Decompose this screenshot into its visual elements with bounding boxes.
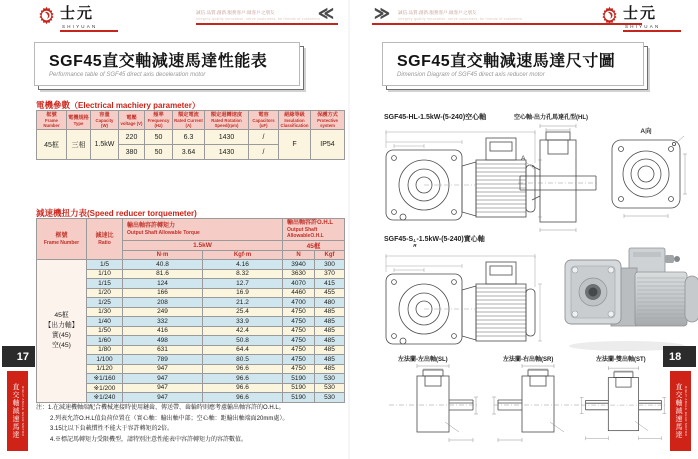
ratio-cell: 1/5 <box>87 260 123 270</box>
nm-cell: 789 <box>123 355 203 365</box>
table-cell: / <box>249 130 279 145</box>
a-view-label: A向 <box>640 128 652 135</box>
series-tab-left <box>7 371 28 451</box>
page-title-right: SGF45直交軸減速馬達尺寸圖 <box>397 53 616 70</box>
ratio-cell: 1/80 <box>87 345 123 355</box>
unit-header: N·m <box>123 251 203 260</box>
caption-sl: 左法蘭-左出軸(SL) <box>398 357 448 363</box>
kgfm-cell: 21.2 <box>203 298 283 308</box>
kgfm-cell: 4.16 <box>203 260 283 270</box>
electrical-heading: 電機參數（Electrical machiery parameter） <box>36 100 200 110</box>
nm-cell: 631 <box>123 345 203 355</box>
chevron-left-icon <box>318 3 334 24</box>
ratio-cell: 1/50 <box>87 326 123 336</box>
torque-row <box>37 260 345 270</box>
ratio-cell: 1/60 <box>87 336 123 346</box>
gear-logo-icon <box>36 5 57 26</box>
ohl-n-cell: 4700 <box>283 298 315 308</box>
ohl-n-cell: 3940 <box>283 260 315 270</box>
ohl-n-cell: 5190 <box>283 383 315 393</box>
table-cell: 50 <box>145 145 173 160</box>
nm-cell: 40.8 <box>123 260 203 270</box>
nm-cell: 416 <box>123 326 203 336</box>
torque-table-wrap <box>36 218 345 403</box>
page-number: 18 <box>669 350 682 363</box>
caption-sr: 左法蘭-右出軸(SR) <box>503 357 554 363</box>
tagline-left <box>196 10 320 22</box>
nm-cell: 332 <box>123 317 203 327</box>
table-cell: 1430 <box>205 145 249 160</box>
insulation-cell: F <box>279 130 311 160</box>
section1-caption: 空心軸-出力孔馬達孔型(HL) <box>514 115 588 121</box>
ohl-n-cell: 4750 <box>283 326 315 336</box>
ohl-n-cell: 4070 <box>283 279 315 289</box>
frame-subheader: 45框 <box>283 241 345 251</box>
brand-name: 士元 <box>60 5 95 22</box>
nm-cell: 947 <box>123 364 203 374</box>
ratio-cell: 1/10 <box>87 269 123 279</box>
title-box-right <box>386 46 648 90</box>
nm-cell: 947 <box>123 374 203 384</box>
ratio-cell: ※1/200 <box>87 383 123 393</box>
column-header: 框號 Frame Number <box>37 219 87 260</box>
ohl-kgf-cell: 300 <box>315 260 345 270</box>
tagline-text: 誠信.品質.創新.服務客戶.做客戶之朋友 <box>196 10 275 15</box>
ohl-n-cell: 3630 <box>283 269 315 279</box>
kgfm-cell: 96.6 <box>203 393 283 403</box>
series-tab-text-en: RIGHT ANGLE GEAR MOTOR <box>21 385 25 437</box>
kgfm-cell: 96.6 <box>203 374 283 384</box>
column-header: 額定迴轉速度 Rated Rotation Speed(rpm) <box>205 111 249 130</box>
note-line: 4.※標記馬轉矩力受限機型，請特別注意性能表中容許轉矩力的容許數值。 <box>50 436 248 443</box>
nm-cell: 498 <box>123 336 203 346</box>
kgfm-cell: 33.9 <box>203 317 283 327</box>
ohl-group-header: 輸出軸容許O.H.L Output Shaft AllowableO.H.L <box>283 219 345 241</box>
column-header: 電容 Capacitors (uF) <box>249 111 279 130</box>
kgfm-cell: 42.4 <box>203 326 283 336</box>
page-number: 17 <box>16 350 29 363</box>
kgfm-cell: 12.7 <box>203 279 283 289</box>
drawing-s-side-view <box>380 246 545 356</box>
tagline-text-en: Integrity quality innovation, serve customers, be friends of customers <box>196 17 321 21</box>
ohl-n-cell: 4750 <box>283 364 315 374</box>
nm-cell: 249 <box>123 307 203 317</box>
brand-name-en: SHIYUAN <box>62 24 98 29</box>
column-header: 電壓 voltage (V) <box>119 111 145 130</box>
unit-header: Kgf·m <box>203 251 283 260</box>
chevron-right-icon <box>374 3 390 24</box>
ohl-n-cell: 4750 <box>283 336 315 346</box>
drawing-hl-section-view <box>518 122 598 237</box>
tagline-right: 誠信.品質.創新.服務客戶.做客戶之朋友 Integrity quality innovation, serve customers, be friends of customers <box>398 10 523 21</box>
torque-table <box>36 218 345 403</box>
page-subtitle-right: Dimension Diagram of SGF45 direct axis reducer motor <box>397 72 545 78</box>
page-number-tab-left <box>2 346 35 367</box>
table-cell: / <box>249 145 279 160</box>
ohl-kgf-cell: 480 <box>315 298 345 308</box>
brand-underline <box>60 30 118 32</box>
column-header: 絕緣等級 Insulation Classification <box>279 111 311 130</box>
notes-block <box>36 403 288 445</box>
kgfm-cell: 96.6 <box>203 364 283 374</box>
page-gutter <box>348 0 350 459</box>
nm-cell: 124 <box>123 279 203 289</box>
page-title-left: SGF45直交軸減速馬達性能表 <box>49 53 268 70</box>
column-header: 保護方式 Protective system <box>311 111 345 130</box>
ohl-kgf-cell: 415 <box>315 279 345 289</box>
kgfm-cell: 50.8 <box>203 336 283 346</box>
column-header: 電機規格 Type <box>67 111 91 130</box>
section2-label: SGF45-S L R -1.5kW-(5-240)實心軸 <box>384 236 485 248</box>
gearmotor-photo <box>555 240 698 358</box>
caption-st: 左法蘭-雙出軸(ST) <box>596 357 646 363</box>
kgfm-cell: 8.32 <box>203 269 283 279</box>
ohl-kgf-cell: 485 <box>315 336 345 346</box>
note-line: 3.15比以下負載慣性不能大于容許轉矩的2倍。 <box>50 426 174 432</box>
ohl-kgf-cell: 370 <box>315 269 345 279</box>
table-cell: 380 <box>119 145 145 160</box>
frame-group-cell: 45框 【出力軸】 實(45) 空(45) <box>37 260 87 403</box>
unit-header: Kgf <box>315 251 345 260</box>
drawing-sr <box>490 364 585 449</box>
ohl-n-cell: 4750 <box>283 317 315 327</box>
frame-cell: 45框 <box>37 130 67 160</box>
kgfm-cell: 16.9 <box>203 288 283 298</box>
kgfm-cell: 25.4 <box>203 307 283 317</box>
drawing-hl-a-view <box>604 124 689 224</box>
ohl-kgf-cell: 485 <box>315 345 345 355</box>
series-tab-text: 直交軸減速馬達 <box>12 383 19 439</box>
ohl-kgf-cell: 485 <box>315 326 345 336</box>
ohl-kgf-cell: 530 <box>315 393 345 403</box>
ohl-n-cell: 5190 <box>283 374 315 384</box>
ohl-kgf-cell: 485 <box>315 355 345 365</box>
nm-cell: 166 <box>123 288 203 298</box>
title-box-left <box>38 46 304 90</box>
ratio-cell: ※1/160 <box>87 374 123 384</box>
ohl-n-cell: 4750 <box>283 345 315 355</box>
column-header: 減速比 Ratio <box>87 219 123 260</box>
table-cell: 3.64 <box>173 145 205 160</box>
brand-logo-left <box>36 5 118 32</box>
section1-label: SGF45-HL-1.5kW-(5-240)空心軸 <box>384 114 487 121</box>
type-cell: 三相 <box>67 130 91 160</box>
protection-cell: IP54 <box>311 130 345 160</box>
header-rule-left <box>196 23 338 25</box>
ratio-cell: 1/30 <box>87 307 123 317</box>
ratio-cell: 1/25 <box>87 298 123 308</box>
kgfm-cell: 96.6 <box>203 383 283 393</box>
table-cell: 220 <box>119 130 145 145</box>
power-subheader: 1.5kW <box>123 241 283 251</box>
ohl-kgf-cell: 455 <box>315 288 345 298</box>
a-arrow-label: A <box>521 155 526 162</box>
nm-cell: 947 <box>123 393 203 403</box>
table-cell: 6.3 <box>173 130 205 145</box>
gear-logo-icon <box>599 5 620 26</box>
ratio-cell: 1/40 <box>87 317 123 327</box>
ratio-cell: 1/15 <box>87 279 123 289</box>
ohl-kgf-cell: 485 <box>315 364 345 374</box>
column-header: 額定電流 Rated Current (A) <box>174 112 203 128</box>
kgfm-cell: 80.5 <box>203 355 283 365</box>
note-line: 注：1.在減速機軸端配合機械連接時使用鏈齒、傳送帶、齒輪時則應考慮輸出軸容許的O.H.L。 <box>36 405 285 411</box>
brand-logo-right: 士元 SHIYUAN <box>599 5 681 32</box>
kgfm-cell: 64.4 <box>203 345 283 355</box>
nm-cell: 208 <box>123 298 203 308</box>
ohl-n-cell: 5190 <box>283 393 315 403</box>
ohl-n-cell: 4750 <box>283 307 315 317</box>
ohl-kgf-cell: 530 <box>315 374 345 384</box>
ohl-kgf-cell: 530 <box>315 383 345 393</box>
drawing-st <box>578 364 668 449</box>
capacity-cell: 1.5kW <box>91 130 119 160</box>
ohl-n-cell: 4750 <box>283 355 315 365</box>
note-line: 2.列表允許O.H.L值負荷位置在（實心軸：輸出軸中部；空心軸：距輸出軸端面20mm處）。 <box>50 415 289 422</box>
torque-heading: 減速機扭力表(Speed reducer torquemeter) <box>36 208 197 218</box>
series-tab-right: 直交軸減速馬達 RIGHT ANGLE GEAR MOTOR <box>670 371 691 451</box>
ohl-kgf-cell: 485 <box>315 307 345 317</box>
column-header: 頻率 Frequency (Hz) <box>145 111 173 130</box>
ratio-cell: ※1/240 <box>87 393 123 403</box>
page-subtitle-left: Performance table of SGF45 direct axis deceleration motor <box>49 72 206 78</box>
ohl-kgf-cell: 485 <box>315 317 345 327</box>
ratio-cell: 1/100 <box>87 355 123 365</box>
column-header: 容量 Capacity (W) <box>91 111 119 130</box>
torque-group-header: 輸出軸容許轉矩力 Output Shaft Allowable Torque <box>123 219 283 241</box>
ratio-cell: 1/120 <box>87 364 123 374</box>
ohl-n-cell: 4460 <box>283 288 315 298</box>
drawing-sl <box>385 364 480 449</box>
page-number-tab-right <box>663 346 696 367</box>
electrical-table <box>36 110 345 160</box>
nm-cell: 81.6 <box>123 269 203 279</box>
column-header: 框號 Frame Number <box>37 111 67 130</box>
nm-cell: 947 <box>123 383 203 393</box>
unit-header: N <box>283 251 315 260</box>
ratio-cell: 1/20 <box>87 288 123 298</box>
table-cell: 1430 <box>205 130 249 145</box>
table-cell: 50 <box>145 130 173 145</box>
electrical-table-wrap <box>36 110 345 160</box>
